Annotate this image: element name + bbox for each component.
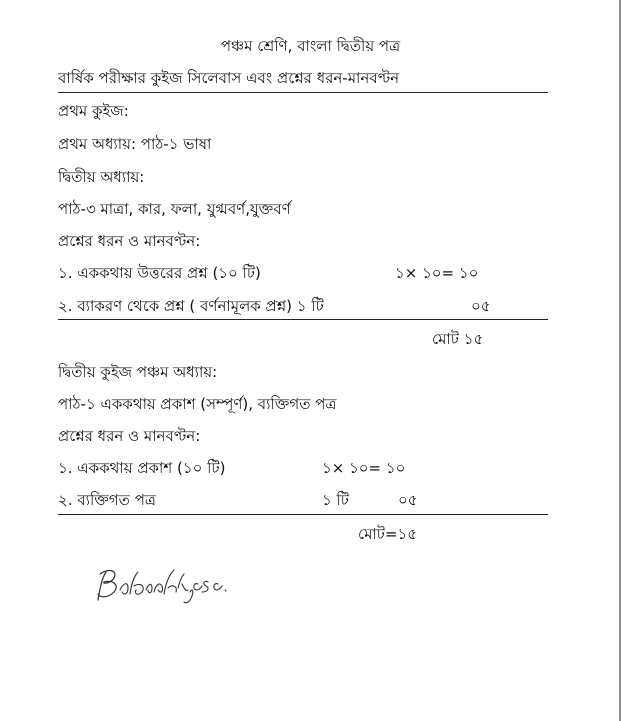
quiz1-chapter2-heading: দ্বিতীয় অধ্যায়: [58,168,145,186]
quiz2-row2-label: ২. ব্যক্তিগত পত্র [58,491,156,509]
quiz2-total: মোট=১৫ [358,525,417,543]
divider [58,514,548,515]
quiz1-total: মোট ১৫ [432,330,484,348]
quiz1-marks-heading: প্রশ্নের ধরন ও মানবণ্টন: [58,232,201,250]
signature [90,560,270,610]
quiz2-row1-label: ১. এককথায় প্রকাশ (১০ টি) [58,459,226,477]
quiz2-heading: দ্বিতীয় কুইজ পঞ্চম অধ্যায়: [58,363,218,381]
quiz1-row1-value: ১× ১০= ১০ [395,264,479,282]
document-subtitle: বার্ষিক পরীক্ষার কুইজ সিলেবাস এবং প্রশ্নের ধরন-মানবণ্টন [58,69,400,87]
quiz2-content: পাঠ-১ এককথায় প্রকাশ (সম্পূর্ণ), ব্যক্তিগত পত্র [58,395,337,413]
quiz1-heading: প্রথম কুইজ: [58,102,129,120]
quiz1-row1-label: ১. এককথায় উত্তরের প্রশ্ন (১০ টি) [58,264,261,282]
divider [58,92,548,93]
quiz2-row2-count: ১ টি [322,491,349,509]
quiz2-marks-heading: প্রশ্নের ধরন ও মানবণ্টন: [58,427,201,445]
quiz1-row2-value: ০৫ [471,297,491,315]
document-title: পঞ্চম শ্রেণি, বাংলা দ্বিতীয় পত্র [220,37,401,55]
quiz2-row2-value: ০৫ [398,491,418,509]
quiz1-chapter2-content: পাঠ-৩ মাত্রা, কার, ফলা, যুগ্মবর্ণ,যুক্তবর্ণ [58,200,291,218]
divider [58,319,548,320]
quiz2-row1-value: ১× ১০= ১০ [322,459,406,477]
quiz1-row2-label: ২. ব্যাকরণ থেকে প্রশ্ন ( বর্ণনামূলক প্রশ্ন) ১ টি [58,297,324,315]
quiz1-chapter1: প্রথম অধ্যায়: পাঠ-১ ভাষা [58,135,212,153]
